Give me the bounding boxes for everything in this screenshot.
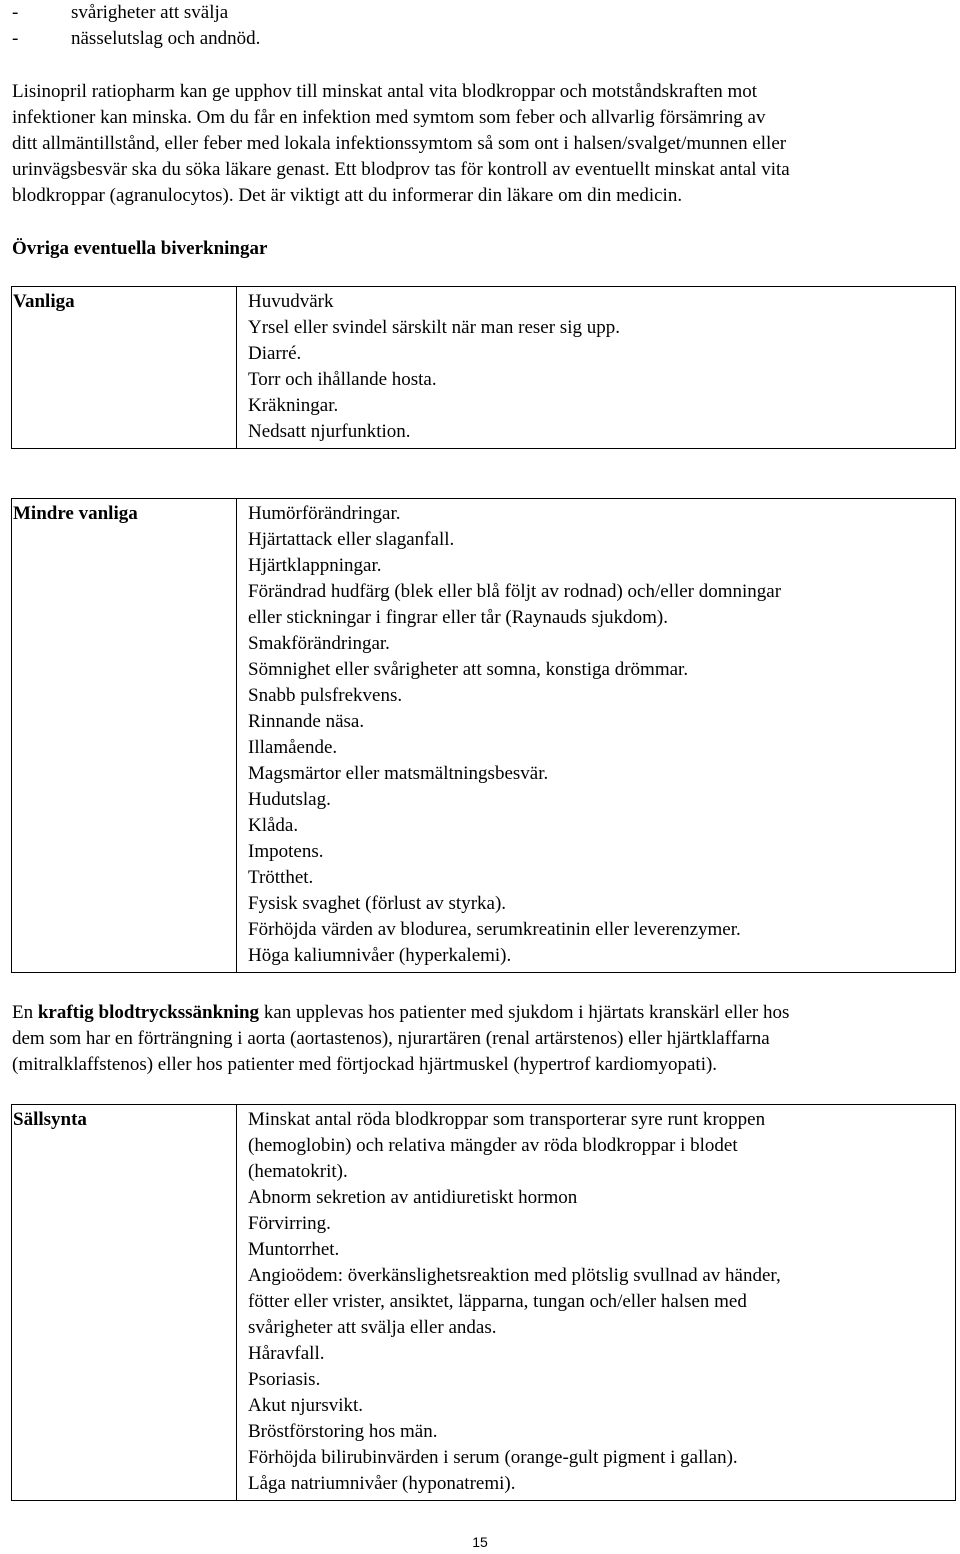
list-item: - nässelutslag och andnöd.	[12, 28, 261, 49]
section-heading: Övriga eventuella biverkningar	[12, 238, 268, 259]
side-effects-rare-table	[11, 1104, 956, 1501]
table-row	[12, 1105, 956, 1501]
side-effects-common-table	[11, 286, 956, 449]
symptom-dash-list	[12, 0, 260, 52]
frequency-category: Vanliga	[12, 287, 237, 449]
frequency-category: Sällsynta	[12, 1105, 237, 1501]
page-number: 15	[472, 1534, 488, 1550]
side-effect-list: Humörförändringar. Hjärtattack eller slaganfall. Hjärtklappningar. Förändrad hudfärg (blek eller blå följt av rodnad) och/eller domningar eller stickningar i fingrar eller tår (Raynauds sjukdom). Smakförändringar. Sömnighet eller svårigheter att somna, konstiga drömmar. Snabb pulsfrekvens. Rinnande näsa. Illamående. Magsmärtor eller matsmältningsbesvär. Hudutslag. Klåda. Impotens. Trötthet. Fysisk svaghet (förlust av styrka). Förhöjda värden av blodurea, serumkreatinin eller leverenzymer. Höga kaliumnivåer (hyperkalemi).	[237, 499, 956, 973]
frequency-category: Mindre vanliga	[12, 499, 237, 973]
side-effect-list: Minskat antal röda blodkroppar som transporterar syre runt kroppen (hemoglobin) och relativa mängder av röda blodkroppar i blodet (hematokrit). Abnorm sekretion av antidiuretiskt hormon Förvirring. Muntorrhet. Angioödem: överkänslighetsreaktion med plötslig svullnad av händer, fötter eller vrister, ansiktet, läpparna, tungan och/eller halsen med svårigheter att svälja eller andas. Håravfall. Psoriasis. Akut njursvikt. Bröstförstoring hos män. Förhöjda bilirubinvärden i serum (orange-gult pigment i gallan). Låga natriumnivåer (hyponatremi).	[237, 1105, 956, 1501]
side-effects-less-common-table	[11, 498, 956, 973]
table-row	[12, 287, 956, 449]
list-item: - svårigheter att svälja	[12, 2, 229, 23]
infection-warning-paragraph: Lisinopril ratiopharm kan ge upphov till minskat antal vita blodkroppar och motståndskraften mot infektioner kan minska. Om du får en infektion med symtom som feber och allvarlig försämring av ditt allmäntillstånd, eller feber med lokala infektionssymtom så som ont i halsen/svalget/munnen eller urinvägsbesvär ska du söka läkare genast. Ett blodprov tas för kontroll av eventuellt minskat antal vita blodkroppar (agranulocytos). Det är viktigt att du informerar din läkare om din medicin.	[12, 81, 790, 206]
side-effect-list: Huvudvärk Yrsel eller svindel särskilt när man reser sig upp. Diarré. Torr och ihållande hosta. Kräkningar. Nedsatt njurfunktion.	[237, 287, 956, 449]
table-row	[12, 499, 956, 973]
blood-pressure-paragraph: En kraftig blodtryckssänkning kan upplevas hos patienter med sjukdom i hjärtats kranskärl eller hos dem som har en förträngning i aorta (aortastenos), njurartären (renal artärstenos) eller hjärtklaffarna (mitralklaffstenos) eller hos patienter med förtjockad hjärtmuskel (hypertrof kardiomyopati).	[12, 1002, 790, 1075]
emphasis-text: kraftig blodtryckssänkning	[37, 1002, 260, 1023]
